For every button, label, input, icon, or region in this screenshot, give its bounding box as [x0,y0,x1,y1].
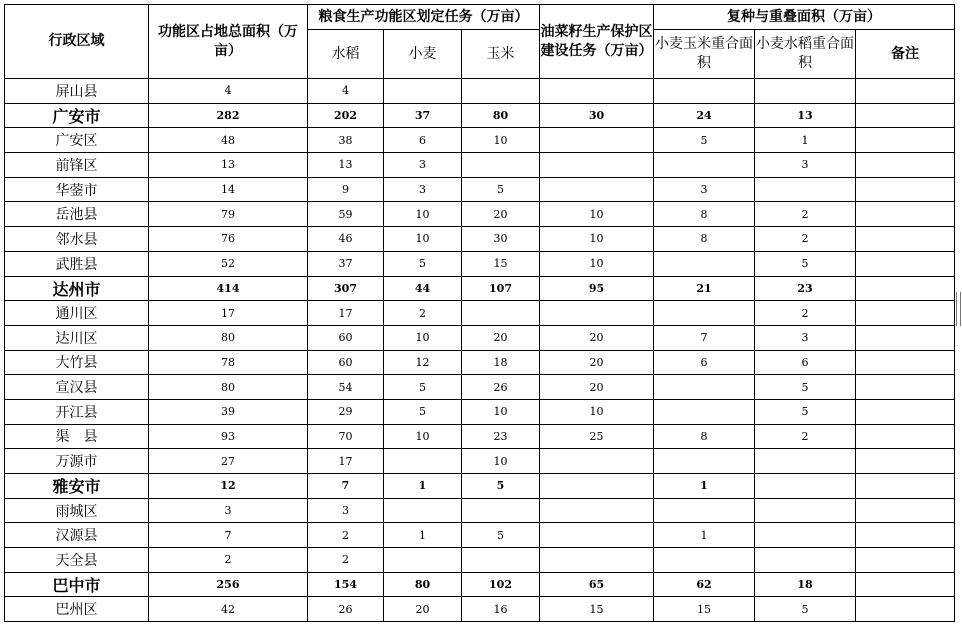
cell-wheat-rice: 5 [755,375,856,400]
cell-corn: 10 [462,128,540,153]
city-row [5,103,955,128]
county-row [5,350,955,375]
cell-wheat: 37 [384,103,462,128]
cell-region-name: 前锋区 [5,153,149,178]
cell-note [856,153,955,178]
header-grain-group: 粮食生产功能区划定任务（万亩） [308,5,540,30]
cell-wheat-corn: 7 [654,325,755,350]
county-row [5,227,955,252]
cell-corn: 10 [462,449,540,474]
county-row [5,548,955,573]
cell-wheat: 10 [384,325,462,350]
header-region: 行政区域 [5,5,149,79]
cell-region-name: 广安区 [5,128,149,153]
cell-rapeseed [540,548,654,573]
cell-note [856,449,955,474]
cell-rice: 60 [308,325,384,350]
cell-corn: 5 [462,177,540,202]
cell-note [856,79,955,104]
cell-note [856,325,955,350]
cell-rice: 37 [308,251,384,276]
cell-corn: 15 [462,251,540,276]
cell-region-name: 达川区 [5,325,149,350]
header-total-area: 功能区占地总面积（万亩） [149,5,308,79]
cell-rapeseed: 20 [540,325,654,350]
cell-rice: 54 [308,375,384,400]
cell-note [856,474,955,499]
header-overlap-group: 复种与重叠面积（万亩） [654,5,955,30]
cell-wheat-rice: 2 [755,301,856,326]
cell-wheat [384,449,462,474]
cell-wheat-corn: 1 [654,523,755,548]
cell-rapeseed [540,523,654,548]
cell-note [856,498,955,523]
cell-note [856,548,955,573]
cell-total-area: 256 [149,572,308,597]
cell-wheat: 3 [384,153,462,178]
farmland-task-table [4,4,955,622]
cell-wheat-corn: 62 [654,572,755,597]
cell-rapeseed: 95 [540,276,654,301]
cell-corn: 23 [462,424,540,449]
cell-total-area: 12 [149,474,308,499]
cell-wheat [384,548,462,573]
cell-wheat-corn [654,548,755,573]
cell-corn: 26 [462,375,540,400]
cell-wheat-rice: 5 [755,597,856,622]
cell-wheat-rice [755,79,856,104]
cell-total-area: 42 [149,597,308,622]
cell-wheat-rice: 18 [755,572,856,597]
cell-wheat: 10 [384,202,462,227]
cell-note [856,202,955,227]
cell-corn: 80 [462,103,540,128]
cell-rapeseed: 15 [540,597,654,622]
county-row [5,597,955,622]
cell-wheat-corn [654,375,755,400]
cell-wheat: 2 [384,301,462,326]
cell-wheat: 44 [384,276,462,301]
cell-rice: 9 [308,177,384,202]
cell-rapeseed: 30 [540,103,654,128]
cell-region-name: 通川区 [5,301,149,326]
cell-rapeseed [540,498,654,523]
cell-wheat-corn [654,251,755,276]
cell-region-name: 天全县 [5,548,149,573]
cell-region-name: 广安市 [5,103,149,128]
cell-region-name: 汉源县 [5,523,149,548]
cell-note [856,177,955,202]
county-row [5,153,955,178]
cell-rice: 17 [308,301,384,326]
cell-wheat: 6 [384,128,462,153]
county-row [5,325,955,350]
cell-rapeseed [540,449,654,474]
county-row [5,79,955,104]
cell-wheat: 5 [384,399,462,424]
cell-corn: 18 [462,350,540,375]
cell-total-area: 27 [149,449,308,474]
cell-wheat: 3 [384,177,462,202]
county-row [5,375,955,400]
county-row [5,399,955,424]
cell-note [856,523,955,548]
cell-rapeseed [540,153,654,178]
cell-corn: 10 [462,399,540,424]
city-row [5,474,955,499]
cell-region-name: 渠 县 [5,424,149,449]
cell-rapeseed: 20 [540,350,654,375]
cell-rice: 17 [308,449,384,474]
header-corn: 玉米 [462,30,540,79]
cell-corn: 20 [462,202,540,227]
cell-rice: 2 [308,523,384,548]
cell-wheat-corn: 6 [654,350,755,375]
cell-total-area: 52 [149,251,308,276]
cell-region-name: 开江县 [5,399,149,424]
cell-rapeseed [540,128,654,153]
cell-note [856,572,955,597]
cell-note [856,597,955,622]
county-row [5,128,955,153]
cell-rice: 4 [308,79,384,104]
header-rapeseed: 油菜籽生产保护区建设任务（万亩） [540,5,654,79]
cell-wheat-corn [654,153,755,178]
cell-wheat-corn [654,399,755,424]
cell-wheat-rice [755,449,856,474]
cell-rapeseed: 10 [540,227,654,252]
header-note: 备注 [856,30,955,79]
cell-region-name: 华蓥市 [5,177,149,202]
cell-wheat-rice: 1 [755,128,856,153]
cell-corn: 20 [462,325,540,350]
city-row [5,276,955,301]
county-row [5,202,955,227]
cell-rapeseed: 10 [540,202,654,227]
cell-wheat-corn: 21 [654,276,755,301]
cell-corn [462,548,540,573]
header-wheat-corn: 小麦玉米重合面积 [654,30,755,79]
cell-region-name: 万源市 [5,449,149,474]
county-row [5,523,955,548]
cell-region-name: 巴州区 [5,597,149,622]
cell-wheat-rice: 6 [755,350,856,375]
cell-note [856,301,955,326]
cell-wheat [384,498,462,523]
cell-note [856,350,955,375]
cell-region-name: 岳池县 [5,202,149,227]
cell-rice: 38 [308,128,384,153]
header-wheat: 小麦 [384,30,462,79]
cell-total-area: 2 [149,548,308,573]
cell-wheat-rice [755,177,856,202]
cell-total-area: 282 [149,103,308,128]
cell-wheat: 80 [384,572,462,597]
cell-note [856,103,955,128]
cell-wheat: 12 [384,350,462,375]
cell-corn [462,498,540,523]
cell-wheat-corn: 1 [654,474,755,499]
cell-wheat-rice [755,498,856,523]
cell-note [856,227,955,252]
cell-rice: 154 [308,572,384,597]
cell-rice: 46 [308,227,384,252]
table-body [5,79,955,622]
cell-region-name: 宣汉县 [5,375,149,400]
cell-wheat-rice [755,548,856,573]
cell-wheat-corn [654,301,755,326]
cell-rapeseed [540,79,654,104]
cell-wheat-corn: 8 [654,202,755,227]
cell-rapeseed [540,474,654,499]
cell-wheat-rice: 5 [755,399,856,424]
cell-rapeseed: 20 [540,375,654,400]
cell-rice: 26 [308,597,384,622]
cell-rice: 60 [308,350,384,375]
cell-note [856,399,955,424]
cell-wheat-rice: 2 [755,424,856,449]
header-rice: 水稻 [308,30,384,79]
cell-corn: 102 [462,572,540,597]
cell-total-area: 48 [149,128,308,153]
scroll-edge-marker [956,292,961,326]
cell-wheat-corn: 15 [654,597,755,622]
cell-total-area: 93 [149,424,308,449]
cell-wheat-rice: 23 [755,276,856,301]
cell-rice: 7 [308,474,384,499]
cell-region-name: 雨城区 [5,498,149,523]
cell-note [856,251,955,276]
county-row [5,424,955,449]
cell-corn [462,153,540,178]
cell-rice: 70 [308,424,384,449]
cell-rice: 2 [308,548,384,573]
cell-wheat-corn [654,79,755,104]
cell-wheat: 5 [384,375,462,400]
cell-note [856,128,955,153]
cell-corn [462,301,540,326]
cell-rapeseed [540,301,654,326]
county-row [5,449,955,474]
cell-rice: 3 [308,498,384,523]
cell-wheat-rice: 3 [755,153,856,178]
cell-total-area: 17 [149,301,308,326]
cell-rice: 59 [308,202,384,227]
cell-wheat-corn: 8 [654,227,755,252]
cell-wheat-corn: 5 [654,128,755,153]
cell-wheat-rice: 13 [755,103,856,128]
cell-total-area: 414 [149,276,308,301]
cell-wheat-corn: 3 [654,177,755,202]
cell-rice: 13 [308,153,384,178]
cell-wheat-corn [654,498,755,523]
cell-wheat-rice: 5 [755,251,856,276]
cell-region-name: 雅安市 [5,474,149,499]
county-row [5,301,955,326]
cell-rapeseed: 10 [540,251,654,276]
cell-rapeseed: 65 [540,572,654,597]
cell-wheat: 5 [384,251,462,276]
county-row [5,498,955,523]
cell-corn [462,79,540,104]
cell-wheat: 1 [384,474,462,499]
cell-total-area: 7 [149,523,308,548]
cell-rapeseed: 10 [540,399,654,424]
cell-rice: 29 [308,399,384,424]
cell-note [856,375,955,400]
cell-total-area: 78 [149,350,308,375]
cell-note [856,424,955,449]
cell-wheat-rice: 3 [755,325,856,350]
cell-wheat-rice [755,523,856,548]
cell-note [856,276,955,301]
city-row [5,572,955,597]
cell-region-name: 邻水县 [5,227,149,252]
cell-wheat-corn [654,449,755,474]
cell-region-name: 巴中市 [5,572,149,597]
cell-region-name: 屏山县 [5,79,149,104]
county-row [5,251,955,276]
cell-wheat-rice: 2 [755,202,856,227]
cell-corn: 5 [462,474,540,499]
cell-total-area: 80 [149,325,308,350]
cell-wheat: 10 [384,424,462,449]
cell-rapeseed: 25 [540,424,654,449]
cell-region-name: 武胜县 [5,251,149,276]
cell-region-name: 大竹县 [5,350,149,375]
cell-wheat [384,79,462,104]
cell-total-area: 13 [149,153,308,178]
cell-wheat: 10 [384,227,462,252]
cell-corn: 16 [462,597,540,622]
county-row [5,177,955,202]
cell-region-name: 达州市 [5,276,149,301]
cell-rapeseed [540,177,654,202]
cell-wheat-corn: 24 [654,103,755,128]
cell-total-area: 3 [149,498,308,523]
cell-total-area: 80 [149,375,308,400]
cell-total-area: 39 [149,399,308,424]
cell-total-area: 14 [149,177,308,202]
cell-wheat-rice [755,474,856,499]
cell-corn: 107 [462,276,540,301]
cell-wheat: 20 [384,597,462,622]
cell-rice: 307 [308,276,384,301]
cell-wheat: 1 [384,523,462,548]
cell-rice: 202 [308,103,384,128]
cell-wheat-corn: 8 [654,424,755,449]
cell-wheat-rice: 2 [755,227,856,252]
cell-total-area: 79 [149,202,308,227]
cell-total-area: 4 [149,79,308,104]
cell-corn: 5 [462,523,540,548]
cell-corn: 30 [462,227,540,252]
header-wheat-rice: 小麦水稻重合面积 [755,30,856,79]
cell-total-area: 76 [149,227,308,252]
